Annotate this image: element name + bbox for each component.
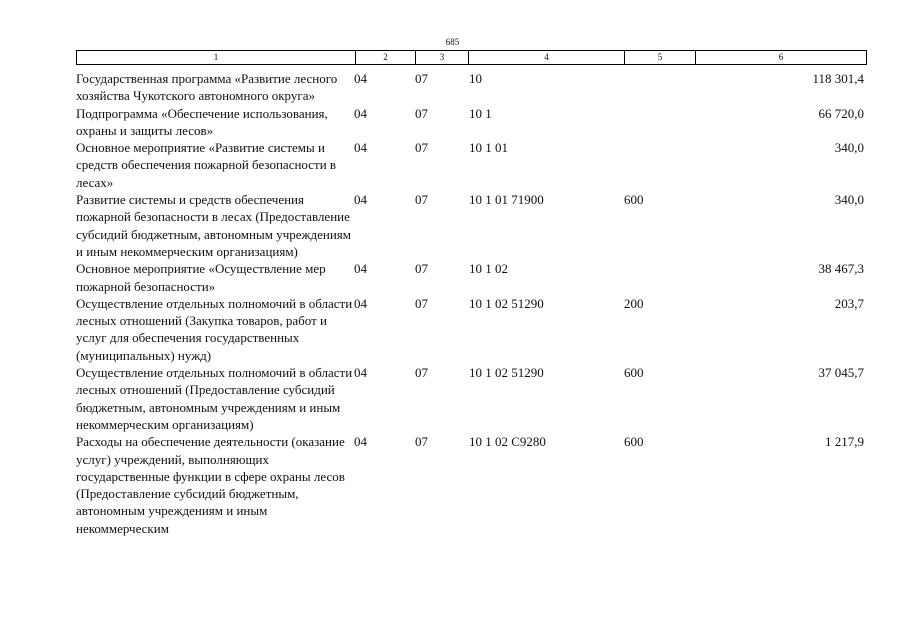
table-row	[76, 191, 876, 260]
row-subsection: 07	[415, 71, 428, 86]
row-expense-type: 200	[624, 295, 644, 311]
row-subsection: 07	[415, 140, 428, 156]
row-section: 04	[354, 434, 367, 450]
row-target-code: 10 1	[469, 105, 492, 121]
row-subsection: 07	[415, 261, 428, 277]
table-header	[76, 50, 867, 65]
row-name: Основное мероприятие «Развитие системы и средств обеспечения пожарной безопасности в лесах»	[76, 140, 337, 190]
table-row	[76, 139, 876, 191]
row-target-code: 10 1 02 51290	[469, 295, 544, 311]
table-row	[76, 70, 876, 105]
header-cell-6: 6	[696, 51, 867, 64]
row-amount: 37 045,7	[818, 365, 864, 381]
row-amount: 340,0	[834, 140, 864, 156]
row-expense-type: 600	[624, 365, 644, 381]
row-target-code: 10 1 02	[469, 261, 508, 277]
page-number: 685	[445, 37, 460, 47]
row-name: Подпрограмма «Обеспечение использования, охраны и защиты лесов»	[76, 105, 328, 138]
table-row	[76, 260, 876, 295]
table-row	[76, 433, 876, 537]
row-expense-type: 600	[624, 192, 644, 208]
row-name: Основное мероприятие «Осуществление мер пожарной безопасности»	[76, 261, 326, 294]
row-section: 04	[354, 365, 367, 381]
row-subsection: 07	[415, 105, 428, 121]
row-name: Развитие системы и средств обеспечения пожарной безопасности в лесах (Предоставление субсидий бюджетным, автономным учреждениям и иным некоммерческим организациям)	[76, 192, 351, 259]
row-section: 04	[354, 192, 367, 208]
row-subsection: 07	[415, 365, 428, 381]
row-name: Государственная программа «Развитие лесного хозяйства Чукотского автономного округа»	[76, 71, 338, 104]
header-cell-1: 1	[77, 51, 356, 64]
row-subsection: 07	[415, 434, 428, 450]
row-amount: 66 720,0	[818, 105, 864, 121]
header-cell-3: 3	[416, 51, 469, 64]
row-subsection: 07	[415, 295, 428, 311]
row-amount: 203,7	[834, 295, 864, 311]
row-subsection: 07	[415, 192, 428, 208]
table-body	[76, 70, 876, 537]
row-amount: 1 217,9	[825, 434, 864, 450]
row-target-code: 10 1 01	[469, 140, 508, 156]
row-amount: 340,0	[834, 192, 864, 208]
header-cell-4: 4	[469, 51, 625, 64]
table-row	[76, 295, 876, 364]
row-section: 04	[354, 140, 367, 156]
row-section: 04	[354, 71, 367, 86]
row-target-code: 10 1 02 51290	[469, 365, 544, 381]
row-section: 04	[354, 261, 367, 277]
row-target-code: 10	[469, 71, 482, 86]
row-name: Осуществление отдельных полномочий в области лесных отношений (Предоставление субсидий бюджетным, автономным учреждениям и иным некоммерческим организациям)	[76, 365, 353, 432]
row-target-code: 10 1 02 С9280	[469, 434, 546, 450]
header-cell-2: 2	[356, 51, 416, 64]
row-amount: 118 301,4	[812, 71, 864, 86]
row-section: 04	[354, 295, 367, 311]
row-expense-type: 600	[624, 434, 644, 450]
table-row	[76, 105, 876, 140]
row-target-code: 10 1 01 71900	[469, 192, 544, 208]
row-name: Расходы на обеспечение деятельности (оказание услуг) учреждений, выполняющих государственные функции в сфере охраны лесов (Предоставление субсидий бюджетным, автономным учреждениям и иным некоммерческим	[76, 434, 345, 536]
row-section: 04	[354, 105, 367, 121]
header-cell-5: 5	[625, 51, 696, 64]
row-amount: 38 467,3	[818, 261, 864, 277]
row-name: Осуществление отдельных полномочий в области лесных отношений (Закупка товаров, работ и услуг для обеспечения государственных (муниципальных) нужд)	[76, 295, 353, 363]
table-row	[76, 364, 876, 433]
